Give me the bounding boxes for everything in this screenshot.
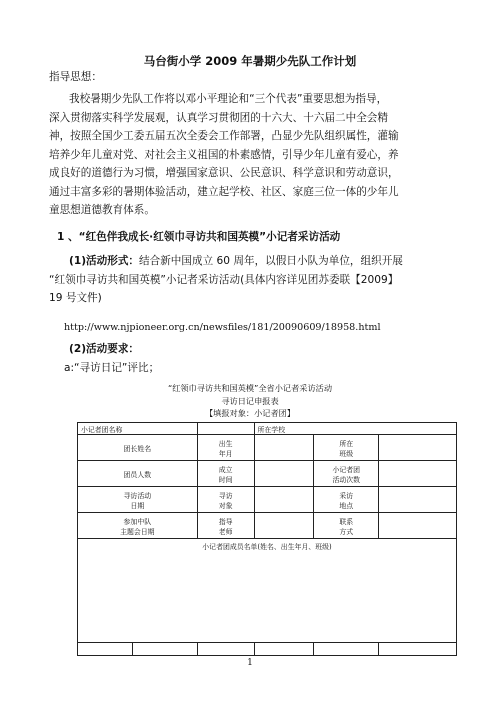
- form-title: “红领巾寻访共和国英模”全省小记者采访活动: [167, 383, 333, 393]
- guide-line: 通过丰富多彩的暑期体验活动，建立起学校、社区、家庭三位一体的少年儿: [49, 185, 399, 198]
- form-subtitle: 寻访日记申报表: [221, 396, 279, 406]
- form-cell-label: 小记者团 活动次数: [314, 461, 379, 487]
- form-cell-label: 团员人数: [78, 461, 198, 487]
- form-cell-label: 所在 班级: [314, 435, 379, 461]
- form-cell-label: 联系 方式: [314, 513, 379, 539]
- application-form: [77, 422, 457, 656]
- member-cell: [197, 643, 254, 656]
- form-cell-value: [254, 435, 314, 461]
- section-heading: 1 、“红色伴我成长·红领巾寻访共和国英模”小记者采访活动: [57, 231, 341, 243]
- guide-line: 童思想道德教育体系。: [49, 204, 155, 216]
- guide-heading: 指导思想：: [49, 71, 102, 83]
- form-target: 【填报对象：小记者团】: [204, 408, 296, 418]
- table-row: [78, 461, 457, 487]
- form-heading: (1)活动形式：: [69, 255, 140, 267]
- document-title: 马台街小学 2009 年暑期少先队工作计划: [143, 54, 357, 68]
- form-cell-label: 参加中队 主题会日期: [78, 513, 198, 539]
- team-name-label: 小记者团名称: [78, 423, 198, 435]
- requirement-a: a:“寻访日记”评比；: [64, 362, 160, 374]
- form-cell-label: 指导 老师: [197, 513, 254, 539]
- form-cell-label: 成立 时间: [197, 461, 254, 487]
- form-paragraph: [69, 252, 403, 271]
- member-cell: [132, 643, 197, 656]
- form-cell-label: 团长姓名: [78, 435, 198, 461]
- form-line: “红领巾寻访共和国英模”小记者采访活动(具体内容详见团苏委联【2009】: [49, 273, 399, 286]
- member-cell: [78, 643, 133, 656]
- form-line: 19 号文件): [49, 292, 102, 304]
- page-number: 1: [247, 658, 253, 668]
- form-line: 结合新中国成立 60 周年，以假日小队为单位，组织开展: [139, 255, 403, 267]
- guide-line: 成良好的道德行为习惯，增强国家意识、公民意识、科学意识和劳动意识，: [49, 167, 399, 179]
- school-label: 所在学校: [254, 423, 456, 435]
- form-cell-label: 出生 年月: [197, 435, 254, 461]
- guide-line: 神，按照全国少工委五届五次全委会工作部署，凸显少先队组织属性，灌输: [49, 130, 399, 142]
- guide-line: 我校暑期少先队工作将以邓小平理论和“三个代表”重要思想为指导，: [69, 93, 388, 105]
- form-cell-label: 寻访 对象: [197, 487, 254, 513]
- form-cell-value: [379, 513, 457, 539]
- guide-line: 培养少年儿童对党、对社会主义祖国的朴素感情，引导少年儿童有爱心，养: [49, 148, 399, 161]
- table-row: [78, 643, 457, 656]
- table-row: [78, 435, 457, 461]
- table-row: [78, 487, 457, 513]
- form-cell-value: [379, 461, 457, 487]
- members-list-label: 小记者团成员名单(姓名、出生年月、班级): [202, 543, 332, 551]
- form-cell-value: [254, 513, 314, 539]
- reference-url: http://www.njpioneer.org.cn/newsfiles/181/20090609/18958.html: [64, 322, 381, 333]
- member-cell: [254, 643, 314, 656]
- guide-line: 深入贯彻落实科学发展观，认真学习贯彻团的十六大、十六届二中全会精: [49, 111, 388, 124]
- form-cell-label: 采访 地点: [314, 487, 379, 513]
- form-cell-label: 寻访活动 日期: [78, 487, 198, 513]
- table-row: [78, 513, 457, 539]
- form-cell-value: [379, 487, 457, 513]
- form-cell-value: [254, 461, 314, 487]
- member-cell: [379, 643, 457, 656]
- members-list-cell: [78, 539, 457, 643]
- team-name-value: [197, 423, 254, 435]
- requirements-heading: (2)活动要求：: [69, 343, 140, 355]
- form-cell-value: [379, 435, 457, 461]
- form-cell-value: [254, 487, 314, 513]
- member-cell: [314, 643, 379, 656]
